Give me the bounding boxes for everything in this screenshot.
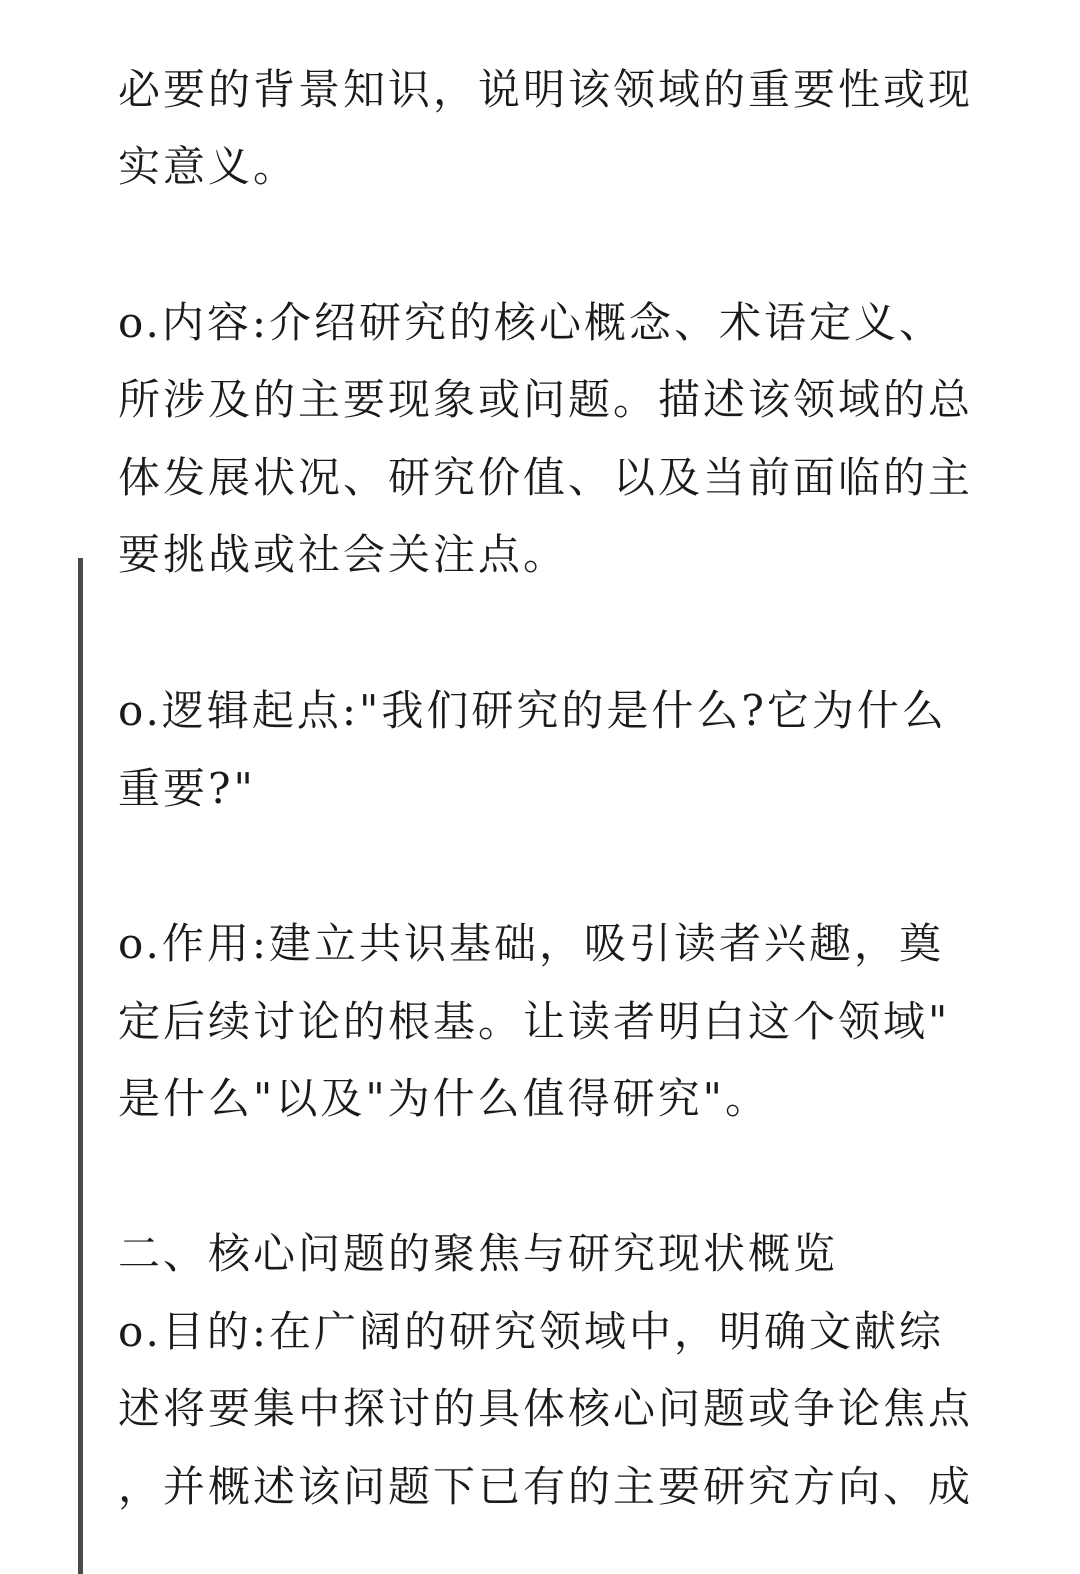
text-line: 要挑战或社会关注点。 — [118, 530, 569, 579]
left-border-rule — [78, 558, 83, 1574]
text-line: o.作用:建立共识基础，吸引读者兴趣，奠 — [118, 919, 945, 968]
text-line: 必要的背景知识，说明该领域的重要性或现 — [118, 65, 974, 114]
text-line: 体发展状况、研究价值、以及当前面临的主 — [118, 453, 974, 502]
text-line: 所涉及的主要现象或问题。描述该领域的总 — [118, 375, 974, 424]
text-line: 定后续讨论的根基。让读者明白这个领域" — [118, 997, 951, 1046]
text-line: 重要?" — [118, 764, 256, 813]
text-line: o.目的:在广阔的研究领域中，明确文献综 — [118, 1307, 945, 1356]
text-line: o.逻辑起点:"我们研究的是什么?它为什么 — [118, 686, 947, 735]
text-line: 实意义。 — [118, 142, 299, 191]
section-heading: 二、核心问题的聚焦与研究现状概览 — [118, 1229, 839, 1278]
text-line: 是什么"以及"为什么值得研究"。 — [118, 1074, 770, 1123]
text-line: 述将要集中探讨的具体核心问题或争论焦点 — [118, 1384, 974, 1433]
text-line: o.内容:介绍研究的核心概念、术语定义、 — [118, 298, 945, 347]
text-line: ，并概述该问题下已有的主要研究方向、成 — [118, 1462, 974, 1511]
